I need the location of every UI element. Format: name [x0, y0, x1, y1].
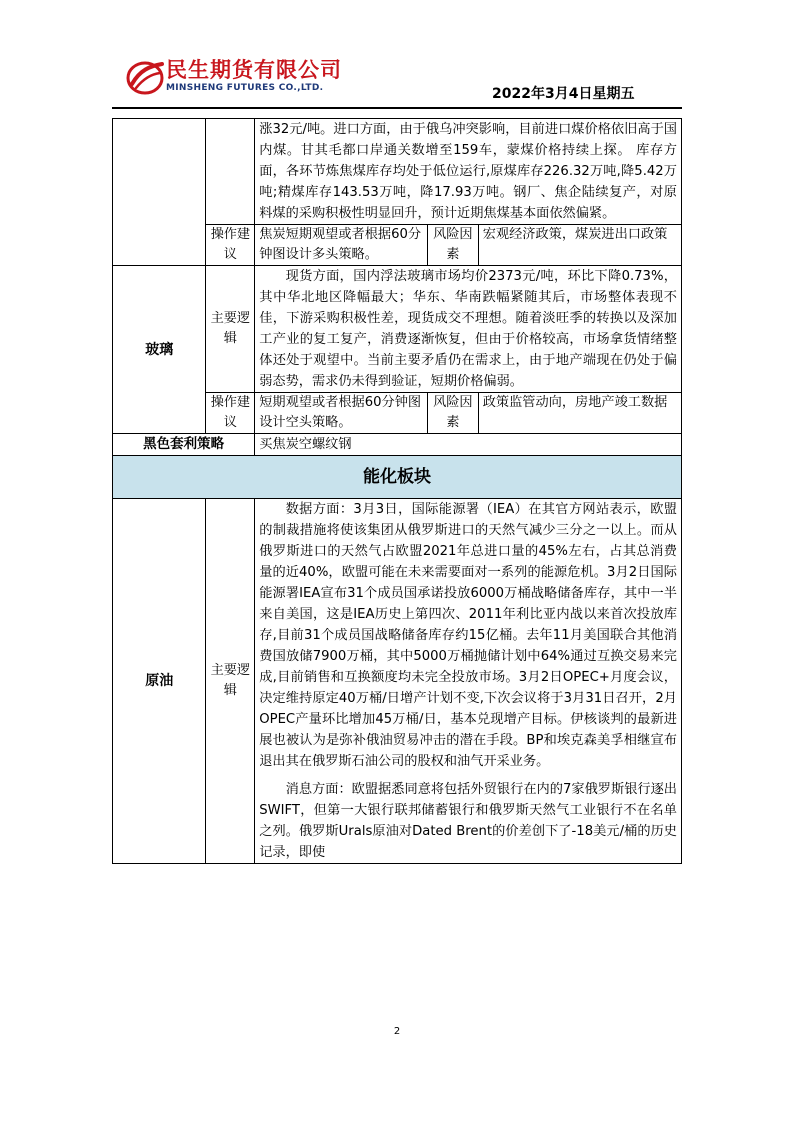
glass-logic-row	[113, 266, 682, 393]
crude-logic-text-cell	[255, 499, 682, 864]
glass-risk-label: 风险因素	[427, 393, 478, 434]
coke-logic-text-cell	[255, 119, 682, 225]
crude-paragraph-data: 数据方面：3月3日，国际能源署（IEA）在其官方网站表示，欧盟的制裁措施将使该集团从俄罗斯进口的天然气减少三分之一以上。而从俄罗斯进口的天然气占欧盟2021年总进口量的45%左右，占其总消费量的近40%，欧盟可能在未来需要面对一系列的能源危机。3月2日国际能源署IEA宣布31个成员国承诺投放6000万桶战略储备库存，其中一半来自美国，这是IEA历史上第四次、2011年利比亚内战以来首次投放库存,目前31个成员国战略储备库存约15亿桶。去年11月美国联合其他消费国放储7900万桶，其中5000万桶抛储计划中64%通过互换交易来完成,目前销售和互换额度均未完全投放市场。3月2日OPEC+月度会议，决定维持原定40万桶/日增产计划不变,下次会议将于3月31日召开，2月OPEC产量环比增加45万桶/日，基本兑现增产目标。伊核谈判的最新进展也被认为是弥补俄油贸易冲击的潜在手段。BP和埃克森美孚相继宣布退出其在俄罗斯石油公司的股权和油气开采业务。	[259, 502, 677, 769]
crude-logic-label: 主要逻辑	[206, 499, 255, 864]
company-name-en: MINSHENG FUTURES CO.,LTD.	[166, 83, 324, 93]
glass-logic-text-cell	[255, 266, 682, 393]
coke-risk-label: 风险因素	[427, 225, 478, 266]
page-header	[0, 0, 794, 110]
page-number: 2	[393, 1026, 401, 1037]
crude-sector: 原油	[113, 499, 206, 864]
coke-op-label: 操作建议	[206, 225, 255, 266]
arbitrage-strategy-row	[113, 434, 682, 456]
glass-op-text: 短期观望或者根据60分钟图设计空头策略。	[255, 393, 428, 434]
glass-logic-label: 主要逻辑	[206, 266, 255, 393]
report-date: 2022年3月4日星期五	[492, 86, 635, 102]
minsheng-logo-icon	[126, 56, 164, 96]
coke-op-text: 焦炭短期观望或者根据60分钟图设计多头策略。	[255, 225, 428, 266]
coke-logic-text: 涨32元/吨。进口方面，由于俄乌冲突影响，目前进口煤价格依旧高于国内煤。甘其毛都口岸通关数增至159车，蒙煤价格持续上探。 库存方面，各环节炼焦煤库存均处于低位运行,原煤库存226.32万吨,降5.42万吨;精煤库存143.53万吨，降17.93万吨。钢厂、焦企陆续复产，对原料煤的采购积极性明显回升，预计近期焦煤基本面依然偏紧。	[259, 122, 677, 221]
energy-band-row	[113, 456, 682, 499]
coke-risk-text: 宏观经济政策，煤炭进出口政策	[478, 225, 681, 266]
crude-paragraph-news: 消息方面：欧盟据悉同意将包括外贸银行在内的7家俄罗斯银行逐出SWIFT，但第一大银行联邦储蓄银行和俄罗斯天然气工业银行不在名单之列。俄罗斯Urals原油对Dated Brent的价差创下了-18美元/桶的历史记录，即使	[259, 782, 677, 860]
glass-sector: 玻璃	[113, 266, 206, 434]
glass-op-label: 操作建议	[206, 393, 255, 434]
crude-logic-row	[113, 499, 682, 864]
company-name-cn: 民生期货有限公司	[166, 58, 342, 82]
company-logo	[126, 52, 366, 102]
glass-logic-text: 现货方面，国内浮法玻璃市场均价2373元/吨，环比下降0.73%，其中华北地区降幅最大；华东、华南跌幅紧随其后，市场整体表现不佳，下游采购积极性差，现货成交不理想。随着淡旺季的转换以及深加工产业的复工复产，消费逐渐恢复，但由于价格较高，市场拿货情绪整体还处于观望中。当前主要矛盾仍在需求上，由于地产端现在仍处于偏弱态势，需求仍未得到验证，短期价格偏弱。	[259, 269, 677, 389]
coke-sector-cell	[113, 119, 206, 266]
arbitrage-strategy-label: 黑色套利策略	[113, 434, 255, 456]
coke-logic-label-cell	[206, 119, 255, 225]
energy-section-title: 能化板块	[113, 456, 682, 499]
glass-risk-text: 政策监管动向，房地产竣工数据	[478, 393, 681, 434]
coke-logic-row	[113, 119, 682, 225]
header-divider	[112, 107, 682, 109]
arbitrage-strategy-text: 买焦炭空螺纹钢	[255, 434, 682, 456]
strategy-table	[112, 118, 682, 864]
